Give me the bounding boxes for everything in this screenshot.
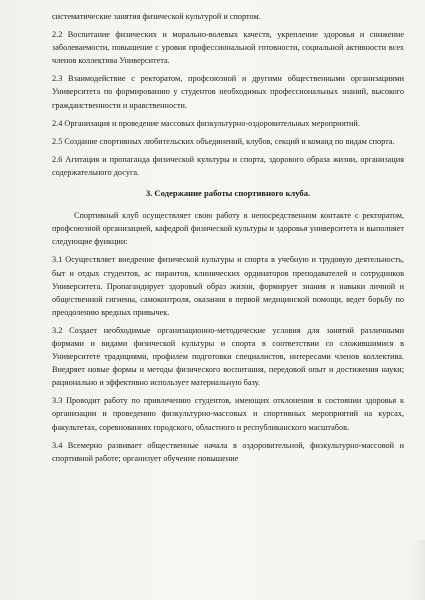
paragraph-3-3: 3.3 Проводит работу по привлечению студентов, имеющих отклонения в состоянии здоровья к организации и проведению физкультурно-массовых и спортивных мероприятий на курсах, факультетах, соревнованиях городского, областного и республиканского масштабов. [52, 396, 404, 432]
paragraph-2-2: 2.2 Воспитание физических и морально-волевых качеств, укрепление здоровья и снижение заболеваемости, повышение с уровня профессиональной готовности, социальной активности всех членов коллектива Университета. [52, 30, 404, 66]
document-body [52, 10, 404, 470]
section-3-heading: 3. Содержание работы спортивного клуба. [145, 188, 311, 199]
paragraph-3-2: 3.2 Создает необходимые организационно-методические условия для занятий различными формами и видами физической культуры и спорта в соответствии со сложившимися в Университете традициями, профилем подготовки специалистов, интересами членов коллектива. Внедряет новые формы и методы физического воспитания, передовой опыт и достижения науки; рационально и эффективно использует материальную базу. [52, 325, 404, 388]
paragraph-2-6: 2.6 Агитация и пропаганда физической культуры и спорта, здорового образа жизни, организация содержательного досуга. [52, 154, 404, 177]
paragraph-intro-line: систематические занятия физической культурой и спортом. [52, 12, 261, 21]
paragraph-2-3: 2.3 Взаимодействие с ректоратом, профсоюзной и другими общественными организациями Университета по формированию у студентов необходимых профессиональных знаний, высокого гражданственности и нравственности. [52, 74, 404, 110]
paragraph-2-4: 2.4 Организация и проведение массовых физкультурно-оздоровительных мероприятий. [52, 118, 360, 128]
paragraph-2-5: 2.5 Создание спортивных любительских объединений, клубов, секций и команд по видам спорта. [52, 136, 395, 146]
paragraph-3-intro: Спортивный клуб осуществляет свою работу в непосредственном контакте с ректоратом, профсоюзной организацией, кафедрой физической культуры и здоровья университета и выполняет следующие функции: [52, 211, 404, 247]
page-edge-shadow [411, 540, 425, 600]
paragraph-3-4: 3.4 Всемерно развивает общественные начала в оздоровительной, физкультурно-массовой и спортивной работе; организует обучение повышение [52, 440, 404, 463]
paragraph-3-1: 3.1 Осуществляет внедрение физической культуры и спорта в учебную и трудовую деятельность, быт и отдых студентов, ас пирантов, клинических ординаторов преподавателей и сотрудников Университета. Пропагандирует здоровый образ жизни, формирует знания и навыки личной и общественной гигиены, самоконтроля, оказания я первой медицинской помощи, ведет борьбу по преодолению вредных привычек. [52, 255, 404, 317]
